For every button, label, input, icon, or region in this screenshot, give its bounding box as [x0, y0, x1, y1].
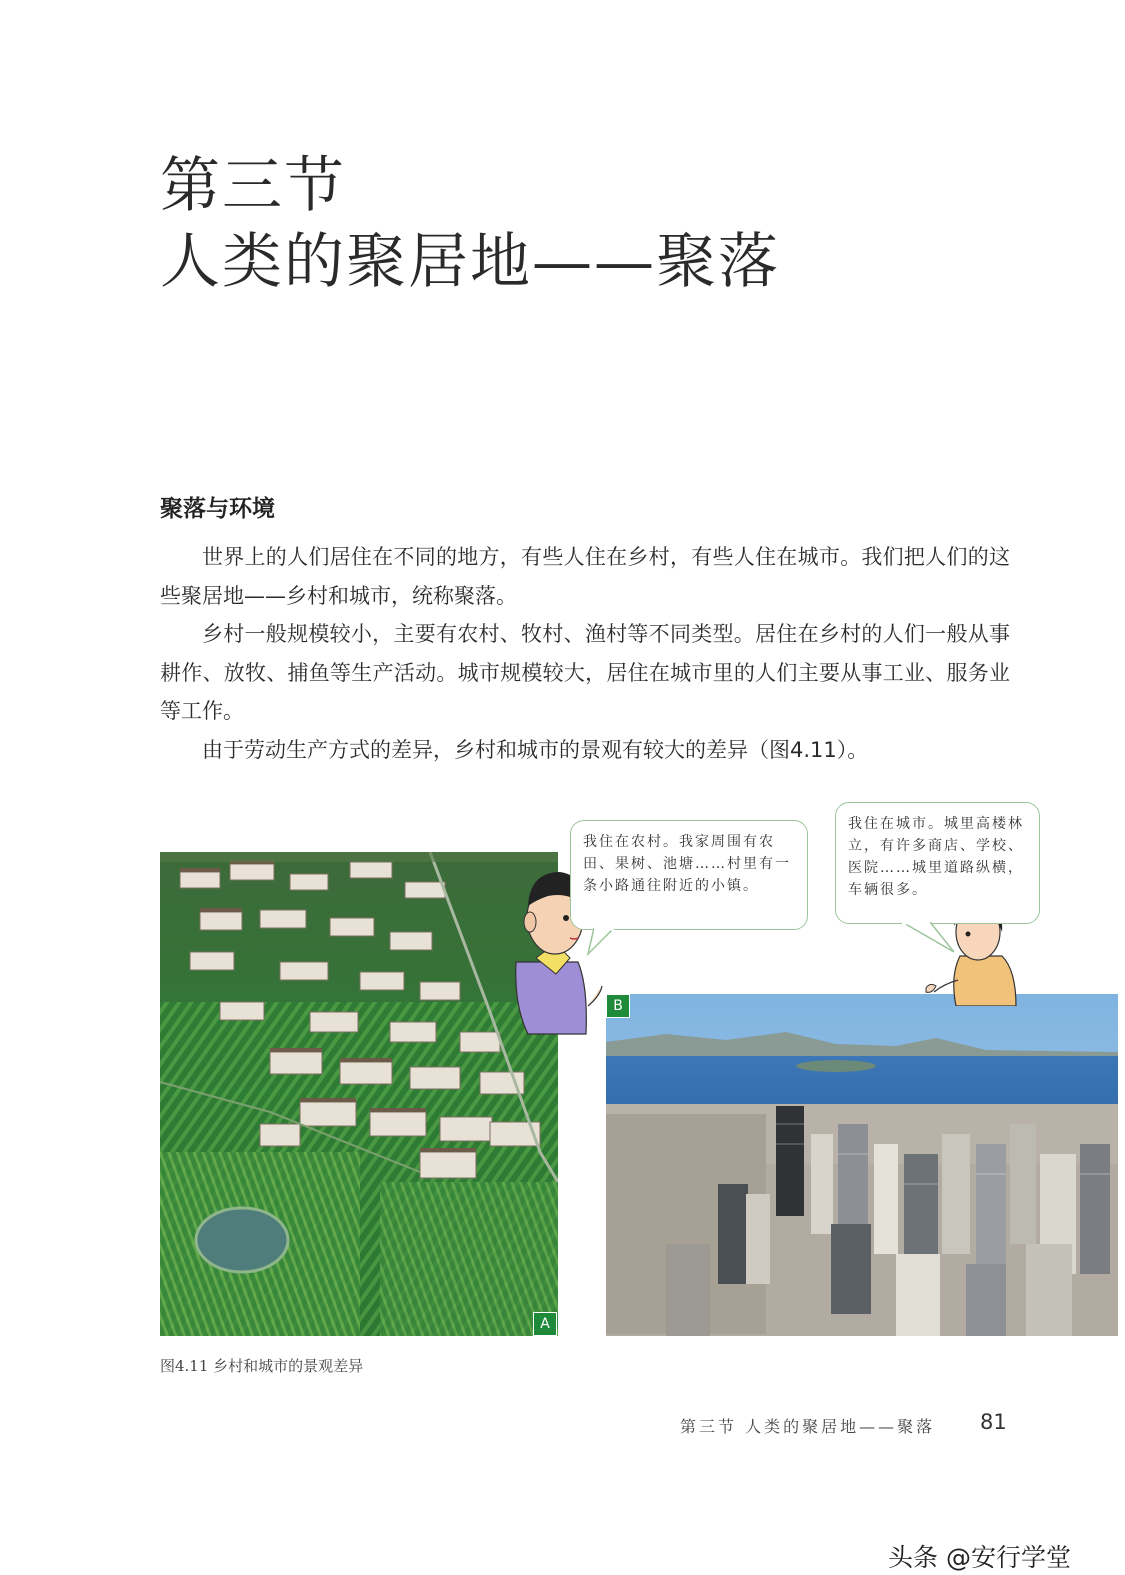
girl-bubble-tail: [900, 922, 960, 956]
girl-speech-bubble: 我住在城市。城里高楼林立，有许多商店、学校、医院……城里道路纵横，车辆很多。: [835, 802, 1040, 924]
paragraph: 由于劳动生产方式的差异，乡村和城市的景观有较大的差异（图4.11）。: [202, 737, 869, 762]
chapter-title-number: 第三节: [160, 151, 346, 221]
photo-label-b: B: [606, 994, 630, 1018]
body-text: [160, 538, 1010, 769]
chapter-title: 人类的聚居地——聚落: [160, 227, 780, 297]
paragraph: 世界上的人们居住在不同的地方，有些人住在乡村，有些人住在城市。我们把人们的这些聚居地——乡村和城市，统称聚落。: [160, 545, 1010, 608]
city-skyline-photo: [606, 994, 1118, 1336]
figure-caption: 图4.11 乡村和城市的景观差异: [160, 1357, 364, 1375]
watermark: 头条 @安行学堂: [888, 1543, 1071, 1572]
boy-bubble-tail: [586, 928, 626, 958]
boy-speech-bubble: 我住在农村。我家周围有农田、果树、池塘……村里有一条小路通往附近的小镇。: [570, 820, 808, 930]
photo-label-a: A: [533, 1312, 557, 1336]
section-heading: 聚落与环境: [160, 496, 275, 522]
page-number: 81: [980, 1410, 1007, 1434]
running-footer: 第三节 人类的聚居地——聚落: [680, 1417, 936, 1436]
rural-village-photo: [160, 852, 558, 1336]
paragraph: 乡村一般规模较小，主要有农村、牧村、渔村等不同类型。居住在乡村的人们一般从事耕作、放牧、捕鱼等生产活动。城市规模较大，居住在城市里的人们主要从事工业、服务业等工作。: [160, 622, 1010, 723]
